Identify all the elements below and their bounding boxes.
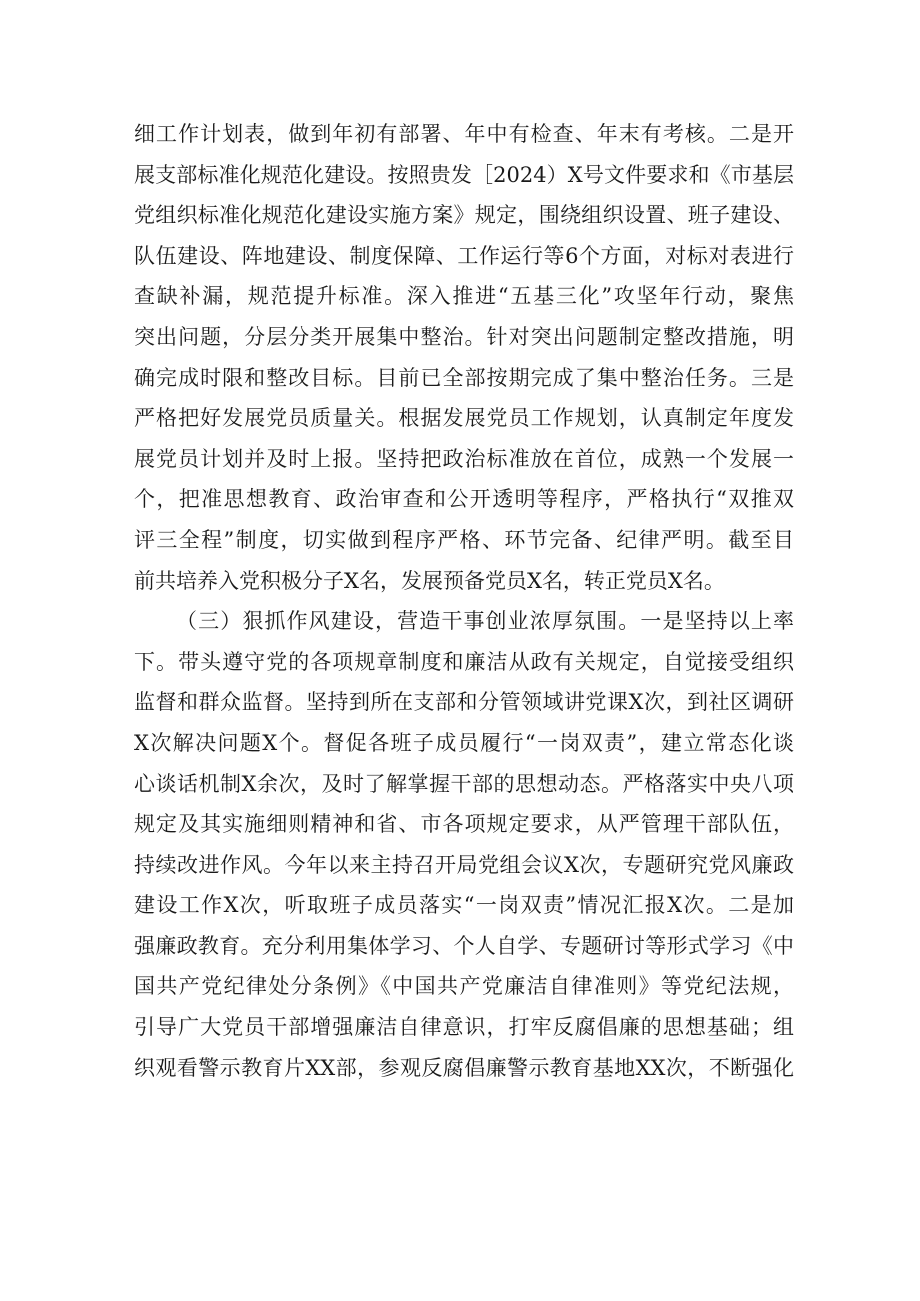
text-line: 严格把好发展党员质量关。根据发展党员工作规划，认真制定年度发 <box>134 406 794 431</box>
text-line: 下。带头遵守党的各项规章制度和廉洁从政有关规定，自觉接受组织 <box>134 649 794 674</box>
text-line: 规定及其实施细则精神和省、市各项规定要求，从严管理干部队伍， <box>134 812 794 837</box>
text-line: 突出问题，分层分类开展集中整治。针对突出问题制定整改措施，明 <box>134 324 794 349</box>
text-line: 确完成时限和整改目标。目前已全部按期完成了集中整治任务。三是 <box>134 365 794 390</box>
text-line: 前共培养入党积极分子X名，发展预备党员X名，转正党员X名。 <box>134 568 725 593</box>
text-line: 强廉政教育。充分利用集体学习、个人自学、专题研讨等形式学习《中 <box>134 933 794 958</box>
text-line: 细工作计划表，做到年初有部署、年中有检查、年末有考核。二是开 <box>134 122 794 146</box>
text-line: 展支部标准化规范化建设。按照贵发［2024）X号文件要求和《市基层 <box>134 162 794 187</box>
text-line: X次解决问题X个。督促各班子成员履行“一岗双责”，建立常态化谈 <box>134 730 794 755</box>
text-line: 个，把准思想教育、政治审查和公开透明等程序，严格执行“双推双 <box>134 487 794 512</box>
document-body <box>134 114 794 1088</box>
text-line: 监督和群众监督。坚持到所在支部和分管领域讲党课X次，到社区调研 <box>134 690 794 715</box>
text-line: 引导广大党员干部增强廉洁自律意识，打牢反腐倡廉的思想基础；组 <box>134 1015 794 1040</box>
text-line: 党组织标准化规范化建设实施方案》规定，围绕组织设置、班子建设、 <box>134 203 794 228</box>
text-line: 展党员计划并及时上报。坚持把政治标准放在首位，成熟一个发展一 <box>134 446 794 471</box>
text-line: 队伍建设、阵地建设、制度保障、工作运行等6个方面，对标对表进行 <box>134 243 794 268</box>
text-line: 织观看警示教育片XX部，参观反腐倡廉警示教育基地XX次，不断强化 <box>134 1055 794 1080</box>
text-line: 建设工作X次，听取班子成员落实“一岗双责”情况汇报X次。二是加 <box>134 893 794 918</box>
text-line: 持续改进作风。今年以来主持召开局党组会议X次，专题研究党风廉政 <box>134 852 794 877</box>
paragraph-party-building <box>134 114 794 601</box>
text-line: 查缺补漏，规范提升标准。深入推进“五基三化”攻坚年行动，聚焦 <box>134 284 794 309</box>
text-line: 心谈话机制X余次，及时了解掌握干部的思想动态。严格落实中央八项 <box>134 771 794 796</box>
section-heading-line: （三）狠抓作风建设，营造干事创业浓厚氛围。一是坚持以上率 <box>176 609 794 634</box>
text-line: 国共产党纪律处分条例》《中国共产党廉洁自律准则》等党纪法规， <box>134 974 794 999</box>
paragraph-work-style <box>134 601 794 1088</box>
text-line: 评三全程”制度，切实做到程序严格、环节完备、纪律严明。截至目 <box>134 527 794 552</box>
